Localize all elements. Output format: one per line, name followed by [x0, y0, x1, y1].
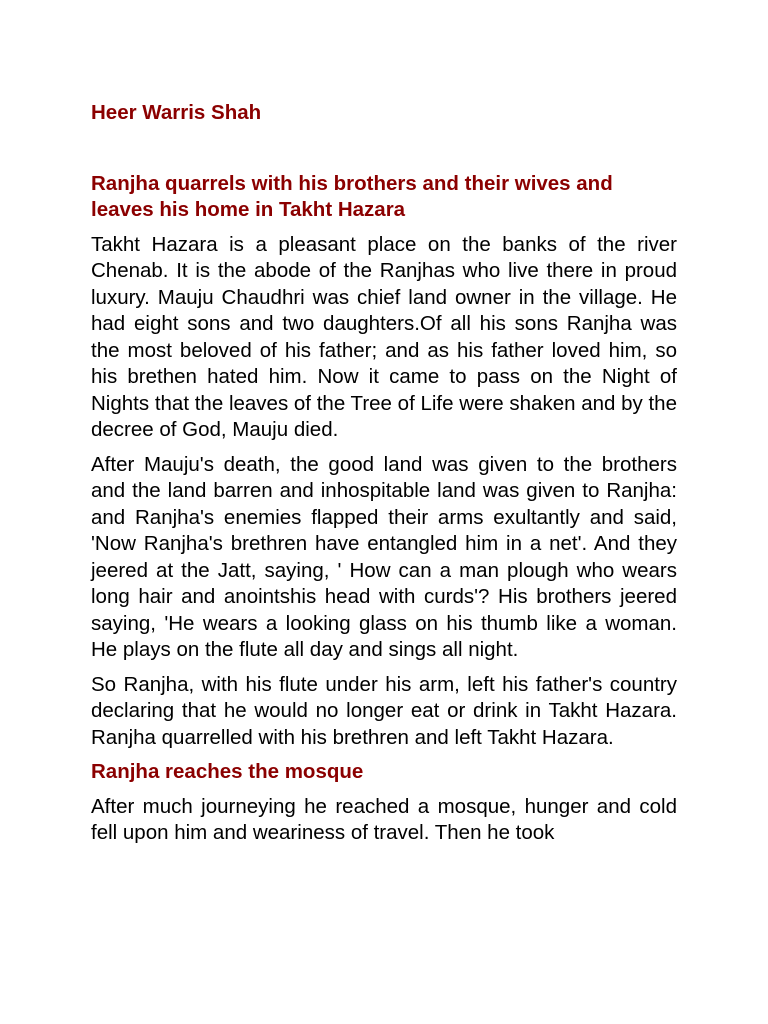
- section-heading-ranjha-quarrels: Ranjha quarrels with his brothers and their wives and leaves his home in Takht Hazara: [91, 171, 613, 221]
- document-page: [91, 100, 677, 855]
- document-title: Heer Warris Shah: [91, 101, 262, 124]
- paragraph-ranjha-leaves: So Ranjha, with his flute under his arm, left his father's country declaring that he would no longer eat or drink in Takht Hazara. Ranjha quarrelled with his brethren and left Takht Hazara.: [91, 672, 677, 749]
- paragraph-maujus-death: After Mauju's death, the good land was given to the brothers and the land barren and inhospitable land was given to Ranjha: and Ranjha's enemies flapped their arms exultantly and said, 'Now Ranjha's brethren have entangled him in a net'. And they jeered at the Jatt, saying, ' How can a man plough who wears long hair and anointshis head with curds'? His brothers jeered saying, 'He wears a looking glass on his thumb like a woman. He plays on the flute all day and sings all night.: [91, 452, 677, 661]
- paragraph-journey-mosque: After much journeying he reached a mosque, hunger and cold fell upon him and weariness of travel. Then he took: [91, 794, 677, 844]
- paragraph-takht-hazara: Takht Hazara is a pleasant place on the banks of the river Chenab. It is the abode of the Ranjhas who live there in proud luxury. Mauju Chaudhri was chief land owner in the village. He had eight sons and two daughters.Of all his sons Ranjha was the most beloved of his father; and as his father loved him, so his brethen hated him. Now it came to pass on the Night of Nights that the leaves of the Tree of Life were shaken and by the decree of God, Mauju died.: [91, 232, 677, 441]
- section-heading-ranjha-mosque: Ranjha reaches the mosque: [91, 760, 364, 783]
